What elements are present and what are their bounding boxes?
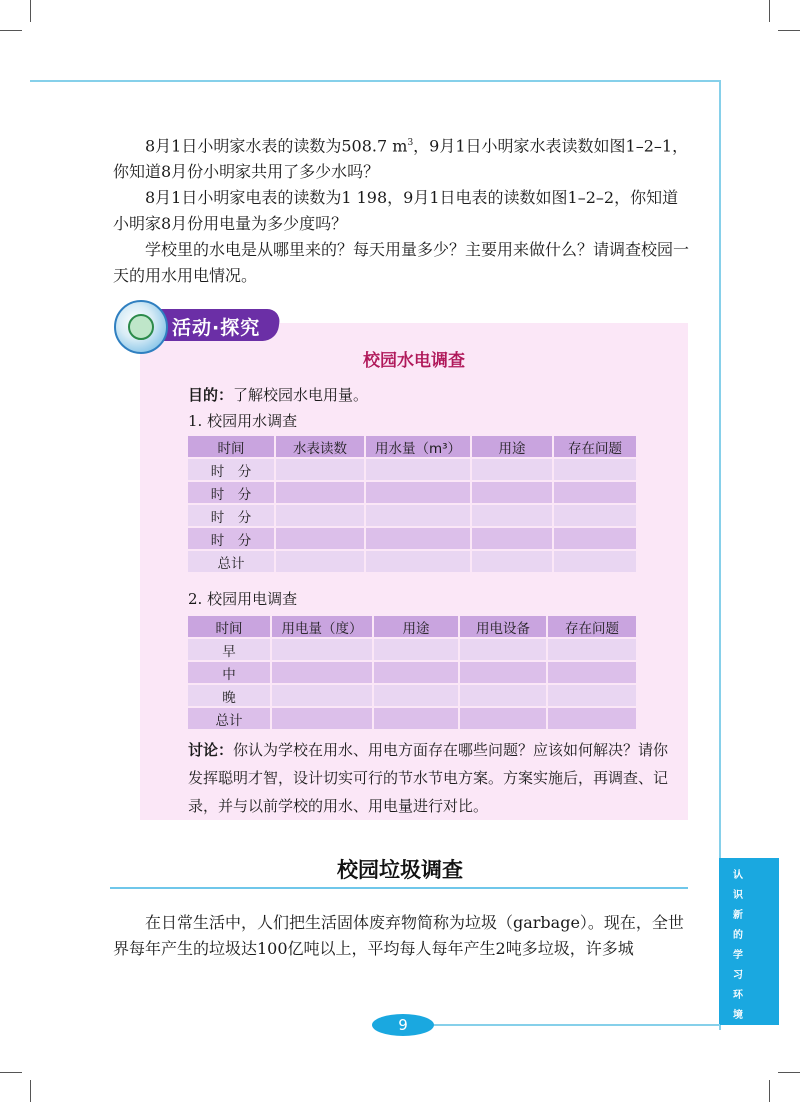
- purpose-line: [188, 384, 368, 405]
- crop-mark: [0, 30, 22, 31]
- footer-line: [434, 1024, 720, 1026]
- intro-paragraph-3: 学校里的水电是从哪里来的？每天用量多少？主要用来做什么？请调查校园一天的用水用电情况。: [113, 240, 690, 286]
- table-header: 时间: [188, 616, 270, 637]
- power-table: [186, 614, 638, 731]
- discussion-label: 讨论：: [188, 741, 234, 759]
- table-header: 时间: [188, 436, 274, 457]
- section-title: 校园垃圾调查: [337, 858, 463, 882]
- table-row: [188, 505, 636, 526]
- table-header: 存在问题: [554, 436, 636, 457]
- water-table: [186, 434, 638, 574]
- badge-label: 活动·探究: [172, 317, 261, 339]
- table-row: [188, 528, 636, 549]
- section-divider: [110, 887, 688, 889]
- intro-paragraph-1: 8月1日小明家水表的读数为508.7 $m^3$，9月1日小明家水表读数如图1–2–1，你知道8月份小明家共用了多少水吗？: [113, 136, 689, 182]
- power-heading: 2. 校园用电调查: [188, 590, 298, 608]
- table-row: [188, 482, 636, 503]
- table-header: 用途: [374, 616, 458, 637]
- table-header: 水表读数: [276, 436, 364, 457]
- purpose-label: 目的：: [188, 386, 234, 404]
- table-cell: 时 分: [188, 505, 274, 526]
- table-header: 用途: [472, 436, 552, 457]
- table-row: [188, 639, 636, 660]
- discussion-text: [188, 736, 672, 820]
- table-cell: 总计: [188, 551, 274, 572]
- intro-text: [113, 130, 693, 289]
- table-cell: 时 分: [188, 528, 274, 549]
- table-header-row: [188, 436, 636, 457]
- crop-mark: [778, 1072, 800, 1073]
- crop-mark: [30, 1080, 31, 1102]
- table-cell: 时 分: [188, 459, 274, 480]
- crop-mark: [0, 1072, 22, 1073]
- table-row: [188, 685, 636, 706]
- discussion-body: 你认为学校在用水、用电方面存在哪些问题？应该如何解决？请你发挥聪明才智，设计切实可行的节水节电方案。方案实施后，再调查、记录，并与以前学校的用水、用电量进行对比。: [188, 741, 669, 815]
- crop-mark: [769, 0, 770, 22]
- crop-mark: [778, 30, 800, 31]
- table-row: [188, 662, 636, 683]
- table-header: 存在问题: [548, 616, 636, 637]
- table-cell: 时 分: [188, 482, 274, 503]
- table-row: [188, 551, 636, 572]
- table-cell: 早: [188, 639, 270, 660]
- chapter-side-tab: 认 识 新 的 学 习 环 境: [719, 858, 779, 1025]
- page-frame-top: [30, 80, 720, 82]
- table-header: 用电量（度）: [272, 616, 372, 637]
- table-header-row: [188, 616, 636, 637]
- section-body: 在日常生活中，人们把生活固体废弃物简称为垃圾（garbage）。现在，全世界每年产生的垃圾达100亿吨以上，平均每人每年产生2吨多垃圾，许多城: [113, 913, 684, 958]
- crop-mark: [30, 0, 31, 22]
- table-cell: 中: [188, 662, 270, 683]
- purpose-text: 了解校园水电用量。: [233, 386, 369, 404]
- table-cell: 总计: [188, 708, 270, 729]
- table-header: 用水量（m³）: [366, 436, 470, 457]
- table-cell: 晚: [188, 685, 270, 706]
- crop-mark: [769, 1080, 770, 1102]
- table-row: [188, 459, 636, 480]
- superscript: 3: [407, 138, 414, 148]
- intro-paragraph-2: 8月1日小明家电表的读数为1 198，9月1日电表的读数如图1–2–2，你知道小明家8月份用电量为多少度吗？: [113, 188, 679, 234]
- table-row: [188, 708, 636, 729]
- table-header: 用电设备: [460, 616, 546, 637]
- activity-title: 校园水电调查: [363, 351, 465, 371]
- page-number: 9: [372, 1014, 434, 1036]
- activity-badge: [114, 300, 279, 350]
- water-heading: 1. 校园用水调查: [188, 412, 298, 430]
